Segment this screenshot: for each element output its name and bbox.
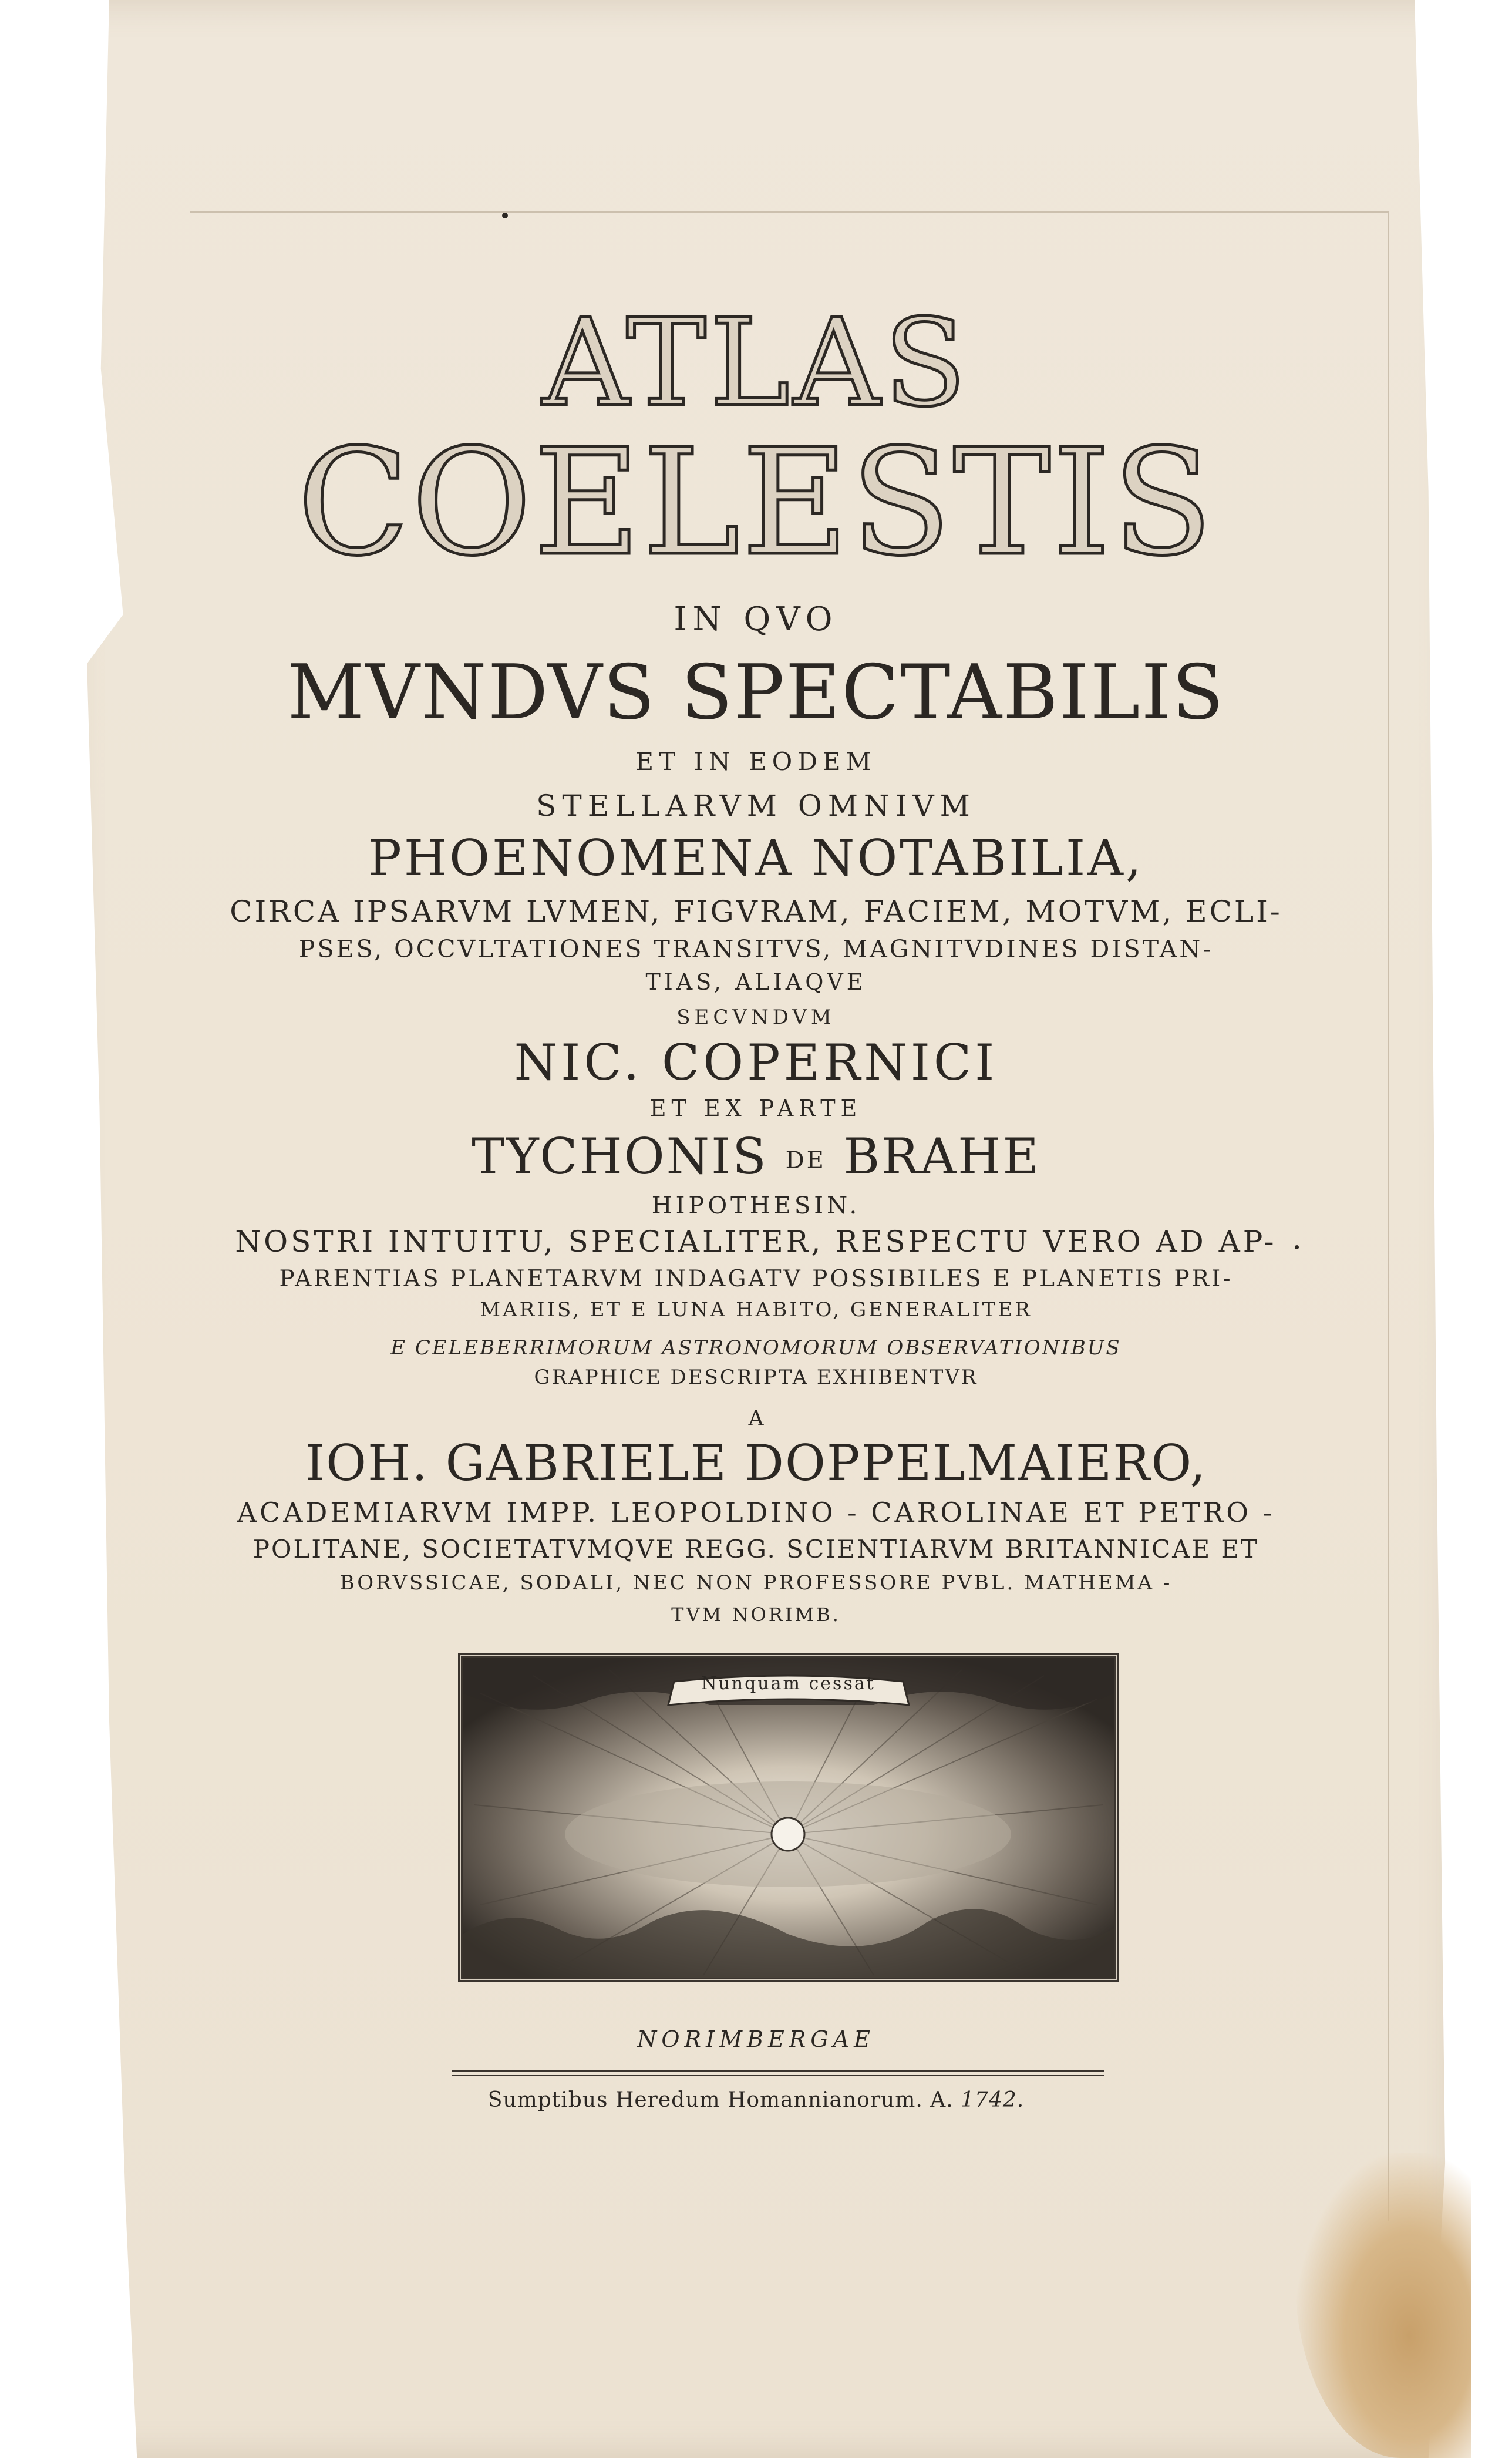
academies-line-1: ACADEMIARVM IMPP. LEOPOLDINO - CAROLINAE ET PETRO - (237, 1497, 1275, 1528)
tychonis-de-brahe (0, 1128, 1512, 1185)
sun-emblem-vignette (458, 1653, 1119, 1982)
hipothesin: HIPOTHESIN. (651, 1192, 861, 1219)
brahe: BRAHE (843, 1128, 1040, 1185)
e-celeberrimorum: E CELEBERRIMORUM ASTRONOMORUM OBSERVATIONIBUS (390, 1336, 1122, 1360)
academies-line-4: TVM NORIMB. (671, 1603, 841, 1626)
nostri-line-3: MARIIS, ET E LUNA HABITO, GENERALITER (480, 1298, 1032, 1322)
emblem-motto: Nunquam cessat (701, 1673, 875, 1694)
et-in-eodem: ET IN EODEM (635, 747, 877, 776)
de: DE (785, 1147, 826, 1174)
in-quo: IN QVO (674, 600, 838, 638)
title-atlas: ATLAS (542, 294, 970, 433)
circa-line-2: PSES, OCCVLTATIONES TRANSITVS, MAGNITVDINES DISTAN- (298, 935, 1214, 963)
imprint-text: Sumptibus Heredum Homannianorum. A. (487, 2088, 954, 2112)
rule-upper (452, 2070, 1104, 2072)
circa-line-1: CIRCA IPSARVM LVMEN, FIGVRAM, FACIEM, MOTVM, ECLI- (230, 895, 1282, 929)
sun-emblem-art (463, 1658, 1114, 1978)
phoenomena-notabilia: PHOENOMENA NOTABILIA, (368, 829, 1144, 887)
nostri-line-1: NOSTRI INTUITU, SPECIALITER, RESPECTU VERO AD AP- (235, 1225, 1277, 1259)
imprint-publisher (0, 2088, 1512, 2112)
ink-speck (502, 213, 508, 218)
et-ex-parte: ET EX PARTE (649, 1095, 863, 1121)
title-coelestis: COELESTIS (297, 417, 1215, 588)
rule-lower (452, 2075, 1104, 2076)
academies-line-2: POLITANE, SOCIETATVMQVE REGG. SCIENTIARVM BRITANNICAE ET (252, 1535, 1260, 1563)
nic-copernici: NIC. COPERNICI (514, 1034, 998, 1091)
by-a: A (748, 1407, 764, 1431)
mundus-spectabilis: MVNDVS SPECTABILIS (287, 649, 1225, 737)
stellarum-omnium: STELLARVM OMNIVM (536, 789, 976, 823)
nostri-line-2: PARENTIAS PLANETARVM INDAGATV POSSIBILES E PLANETIS PRI- (279, 1266, 1233, 1292)
academies-line-3: BORVSSICAE, SODALI, NEC NON PROFESSORE PVBL. MATHEMA - (339, 1571, 1173, 1595)
tychonis: TYCHONIS (472, 1128, 768, 1185)
circa-line-3: TIAS, ALIAQVE (645, 969, 867, 995)
graphice-descripta: GRAPHICE DESCRIPTA EXHIBENTVR (534, 1366, 978, 1389)
imprint-year: 1742. (961, 2088, 1025, 2112)
secundum: SECVNDVM (676, 1006, 836, 1029)
imprint-place: NORIMBERGAE (637, 2026, 875, 2052)
author-name: IOH. GABRIELE DOPPELMAIERO, (305, 1434, 1207, 1492)
